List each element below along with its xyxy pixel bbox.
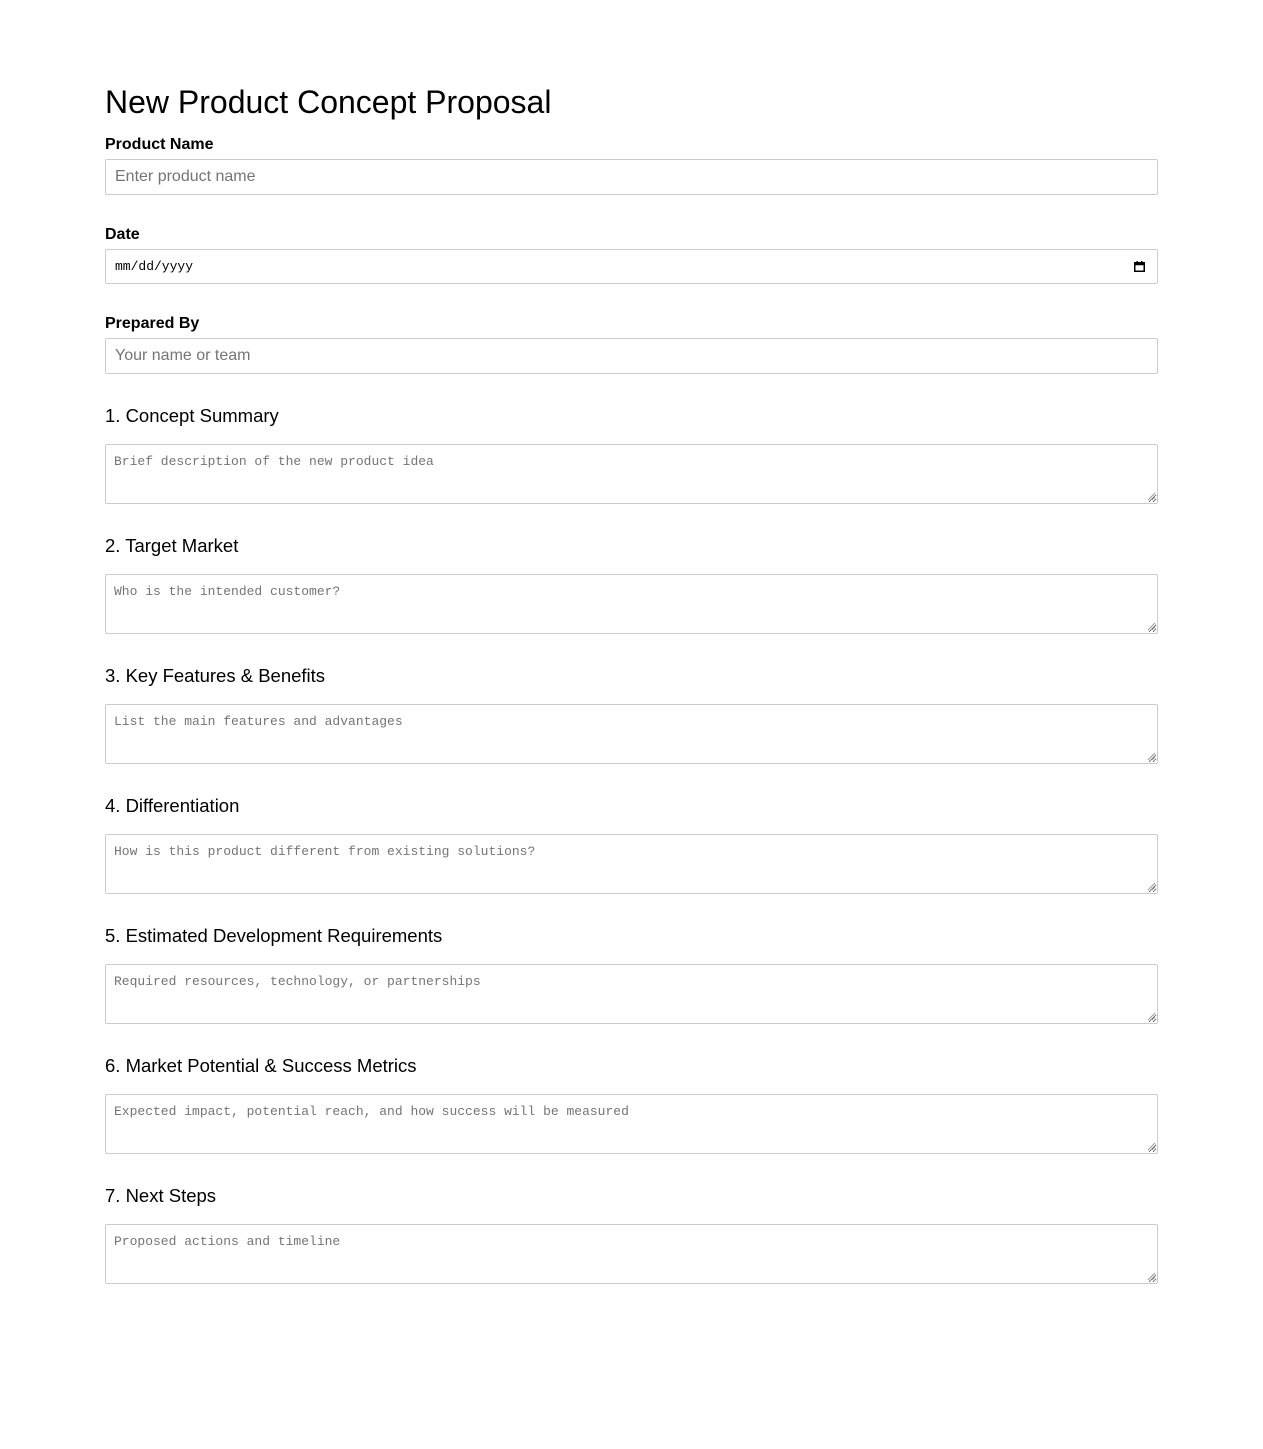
concept-summary-heading: 1. Concept Summary	[105, 405, 279, 426]
prepared-by-input[interactable]	[105, 338, 1158, 374]
next-steps-textarea[interactable]	[105, 1224, 1158, 1284]
target-market-textarea[interactable]	[105, 574, 1158, 634]
development-requirements-textarea[interactable]	[105, 964, 1158, 1024]
differentiation-heading: 4. Differentiation	[105, 795, 240, 816]
page-title: New Product Concept Proposal	[105, 84, 552, 120]
market-potential-textarea[interactable]	[105, 1094, 1158, 1154]
market-potential-heading: 6. Market Potential & Success Metrics	[105, 1055, 417, 1076]
date-input[interactable]	[105, 249, 1158, 284]
next-steps-heading: 7. Next Steps	[105, 1185, 217, 1206]
calendar-icon[interactable]	[1134, 261, 1145, 272]
development-requirements-heading: 5. Estimated Development Requirements	[105, 925, 443, 946]
product-name-label: Product Name	[105, 136, 214, 153]
key-features-textarea[interactable]	[105, 704, 1158, 764]
date-input-value: mm/dd/yyyy	[115, 259, 194, 274]
target-market-heading: 2. Target Market	[105, 535, 239, 556]
concept-summary-textarea[interactable]	[105, 444, 1158, 504]
prepared-by-label: Prepared By	[105, 315, 200, 332]
date-label: Date	[105, 226, 140, 243]
product-name-input[interactable]	[105, 159, 1158, 195]
differentiation-textarea[interactable]	[105, 834, 1158, 894]
key-features-heading: 3. Key Features & Benefits	[105, 665, 326, 686]
